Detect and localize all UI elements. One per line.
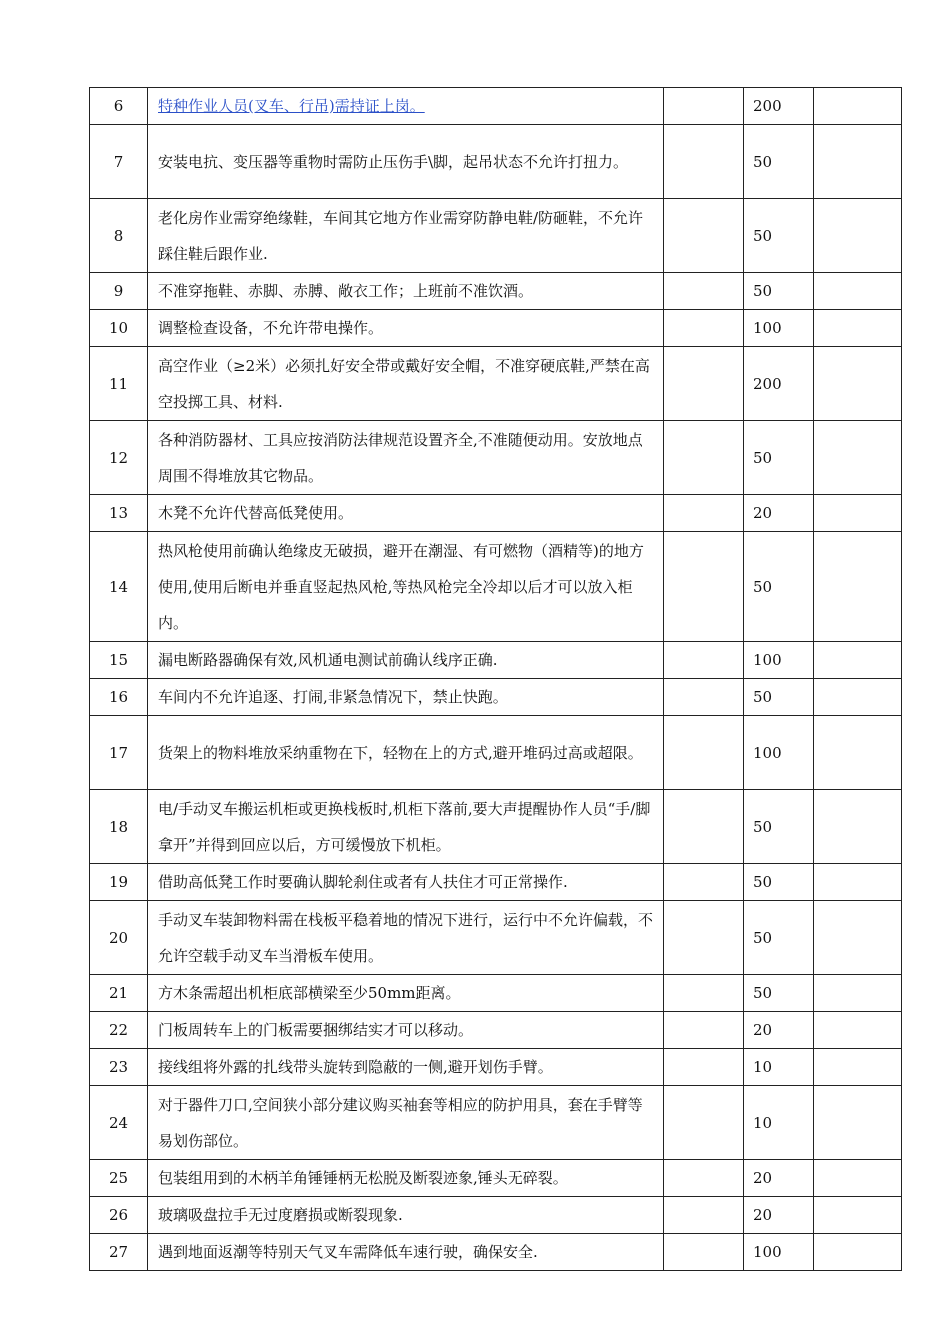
rule-text-cell: 方木条需超出机柜底部横梁至少50mm距离。 xyxy=(148,975,664,1012)
row-number: 19 xyxy=(90,864,148,901)
score-cell: 50 xyxy=(744,199,814,273)
empty-cell xyxy=(664,790,744,864)
rule-text-cell: 玻璃吸盘拉手无过度磨损或断裂现象. xyxy=(148,1197,664,1234)
empty-cell xyxy=(814,347,902,421)
empty-cell xyxy=(664,1234,744,1271)
table-row xyxy=(90,532,902,642)
empty-cell xyxy=(664,716,744,790)
safety-rules-table xyxy=(89,87,902,1271)
table-row xyxy=(90,642,902,679)
empty-cell xyxy=(814,273,902,310)
rule-text-cell: 木凳不允许代替高低凳使用。 xyxy=(148,495,664,532)
row-number: 22 xyxy=(90,1012,148,1049)
empty-cell xyxy=(664,347,744,421)
empty-cell xyxy=(814,1234,902,1271)
table-row xyxy=(90,88,902,125)
rule-text-cell: 热风枪使用前确认绝缘皮无破损，避开在潮湿、有可燃物（酒精等)的地方使用,使用后断电并垂直竖起热风枪,等热风枪完全冷却以后才可以放入柜内。 xyxy=(148,532,664,642)
table-row xyxy=(90,1086,902,1160)
score-cell: 50 xyxy=(744,532,814,642)
empty-cell xyxy=(814,901,902,975)
table-row xyxy=(90,125,902,199)
rule-text-cell: 漏电断路器确保有效,风机通电测试前确认线序正确. xyxy=(148,642,664,679)
row-number: 13 xyxy=(90,495,148,532)
row-number: 12 xyxy=(90,421,148,495)
score-cell: 50 xyxy=(744,901,814,975)
score-cell: 50 xyxy=(744,125,814,199)
rules-table-body xyxy=(90,88,902,1271)
empty-cell xyxy=(814,975,902,1012)
empty-cell xyxy=(814,1160,902,1197)
empty-cell xyxy=(814,310,902,347)
rule-text-cell: 安装电抗、变压器等重物时需防止压伤手\脚，起吊状态不允许打扭力。 xyxy=(148,125,664,199)
table-row xyxy=(90,975,902,1012)
row-number: 10 xyxy=(90,310,148,347)
score-cell: 50 xyxy=(744,421,814,495)
table-row xyxy=(90,1160,902,1197)
score-cell: 10 xyxy=(744,1049,814,1086)
empty-cell xyxy=(814,421,902,495)
empty-cell xyxy=(664,901,744,975)
empty-cell xyxy=(814,88,902,125)
score-cell: 20 xyxy=(744,495,814,532)
table-row xyxy=(90,1234,902,1271)
rule-text-cell: 高空作业（≥2米）必须扎好安全带或戴好安全帽，不准穿硬底鞋,严禁在高空投掷工具、材料. xyxy=(148,347,664,421)
row-number: 24 xyxy=(90,1086,148,1160)
table-row xyxy=(90,1012,902,1049)
score-cell: 10 xyxy=(744,1086,814,1160)
empty-cell xyxy=(664,199,744,273)
empty-cell xyxy=(664,532,744,642)
table-row xyxy=(90,199,902,273)
row-number: 14 xyxy=(90,532,148,642)
empty-cell xyxy=(814,864,902,901)
rule-text-cell: 门板周转车上的门板需要捆绑结实才可以移动。 xyxy=(148,1012,664,1049)
table-row xyxy=(90,790,902,864)
rule-text-cell: 车间内不允许追逐、打闹,非紧急情况下，禁止快跑。 xyxy=(148,679,664,716)
empty-cell xyxy=(664,273,744,310)
row-number: 7 xyxy=(90,125,148,199)
rule-text-cell: 各种消防器材、工具应按消防法律规范设置齐全,不准随便动用。安放地点周围不得堆放其它物品。 xyxy=(148,421,664,495)
empty-cell xyxy=(664,864,744,901)
empty-cell xyxy=(664,642,744,679)
empty-cell xyxy=(664,975,744,1012)
score-cell: 50 xyxy=(744,975,814,1012)
row-number: 17 xyxy=(90,716,148,790)
empty-cell xyxy=(664,1197,744,1234)
rule-text-cell: 遇到地面返潮等特别天气叉车需降低车速行驶，确保安全. xyxy=(148,1234,664,1271)
rule-link[interactable]: 特种作业人员(叉车、行吊)需持证上岗。 xyxy=(158,97,425,115)
table-row xyxy=(90,421,902,495)
row-number: 9 xyxy=(90,273,148,310)
empty-cell xyxy=(664,125,744,199)
row-number: 26 xyxy=(90,1197,148,1234)
empty-cell xyxy=(814,716,902,790)
empty-cell xyxy=(814,199,902,273)
table-row xyxy=(90,495,902,532)
rule-text-cell xyxy=(148,88,664,125)
score-cell: 50 xyxy=(744,790,814,864)
empty-cell xyxy=(814,1197,902,1234)
table-row xyxy=(90,679,902,716)
empty-cell xyxy=(664,495,744,532)
score-cell: 20 xyxy=(744,1197,814,1234)
empty-cell xyxy=(814,679,902,716)
rule-text-cell: 手动叉车装卸物料需在栈板平稳着地的情况下进行，运行中不允许偏载，不允许空载手动叉车当滑板车使用。 xyxy=(148,901,664,975)
empty-cell xyxy=(814,790,902,864)
score-cell: 200 xyxy=(744,88,814,125)
table-row xyxy=(90,716,902,790)
empty-cell xyxy=(664,88,744,125)
empty-cell xyxy=(664,421,744,495)
empty-cell xyxy=(814,1086,902,1160)
score-cell: 50 xyxy=(744,273,814,310)
table-row xyxy=(90,864,902,901)
empty-cell xyxy=(664,1049,744,1086)
table-row xyxy=(90,1197,902,1234)
score-cell: 50 xyxy=(744,679,814,716)
score-cell: 100 xyxy=(744,310,814,347)
rule-text-cell: 接线组将外露的扎线带头旋转到隐蔽的一侧,避开划伤手臂。 xyxy=(148,1049,664,1086)
score-cell: 20 xyxy=(744,1012,814,1049)
empty-cell xyxy=(664,679,744,716)
empty-cell xyxy=(814,1049,902,1086)
rule-text-cell: 货架上的物料堆放采纳重物在下，轻物在上的方式,避开堆码过高或超限。 xyxy=(148,716,664,790)
rule-text-cell: 对于器件刀口,空间狭小部分建议购买袖套等相应的防护用具，套在手臂等易划伤部位。 xyxy=(148,1086,664,1160)
score-cell: 100 xyxy=(744,716,814,790)
score-cell: 200 xyxy=(744,347,814,421)
empty-cell xyxy=(814,532,902,642)
empty-cell xyxy=(814,1012,902,1049)
table-row xyxy=(90,310,902,347)
row-number: 18 xyxy=(90,790,148,864)
score-cell: 20 xyxy=(744,1160,814,1197)
empty-cell xyxy=(814,125,902,199)
row-number: 6 xyxy=(90,88,148,125)
empty-cell xyxy=(664,1012,744,1049)
row-number: 15 xyxy=(90,642,148,679)
empty-cell xyxy=(664,310,744,347)
empty-cell xyxy=(664,1086,744,1160)
score-cell: 100 xyxy=(744,1234,814,1271)
rule-text-cell: 电/手动叉车搬运机柜或更换栈板时,机柜下落前,要大声提醒协作人员“手/脚拿开”并得到回应以后，方可缓慢放下机柜。 xyxy=(148,790,664,864)
table-row xyxy=(90,273,902,310)
empty-cell xyxy=(814,495,902,532)
empty-cell xyxy=(664,1160,744,1197)
rule-text-cell: 调整检查设备，不允许带电操作。 xyxy=(148,310,664,347)
rule-text-cell: 借助高低凳工作时要确认脚轮刹住或者有人扶住才可正常操作. xyxy=(148,864,664,901)
table-row xyxy=(90,347,902,421)
row-number: 11 xyxy=(90,347,148,421)
rule-text-cell: 老化房作业需穿绝缘鞋，车间其它地方作业需穿防静电鞋/防砸鞋，不允许踩住鞋后跟作业. xyxy=(148,199,664,273)
rule-text-cell: 包装组用到的木柄羊角锤锤柄无松脱及断裂迹象,锤头无碎裂。 xyxy=(148,1160,664,1197)
score-cell: 100 xyxy=(744,642,814,679)
table-row xyxy=(90,1049,902,1086)
row-number: 8 xyxy=(90,199,148,273)
table-row xyxy=(90,901,902,975)
row-number: 25 xyxy=(90,1160,148,1197)
rule-text-cell: 不准穿拖鞋、赤脚、赤膊、敞衣工作；上班前不准饮酒。 xyxy=(148,273,664,310)
empty-cell xyxy=(814,642,902,679)
row-number: 20 xyxy=(90,901,148,975)
row-number: 16 xyxy=(90,679,148,716)
row-number: 27 xyxy=(90,1234,148,1271)
row-number: 23 xyxy=(90,1049,148,1086)
score-cell: 50 xyxy=(744,864,814,901)
row-number: 21 xyxy=(90,975,148,1012)
